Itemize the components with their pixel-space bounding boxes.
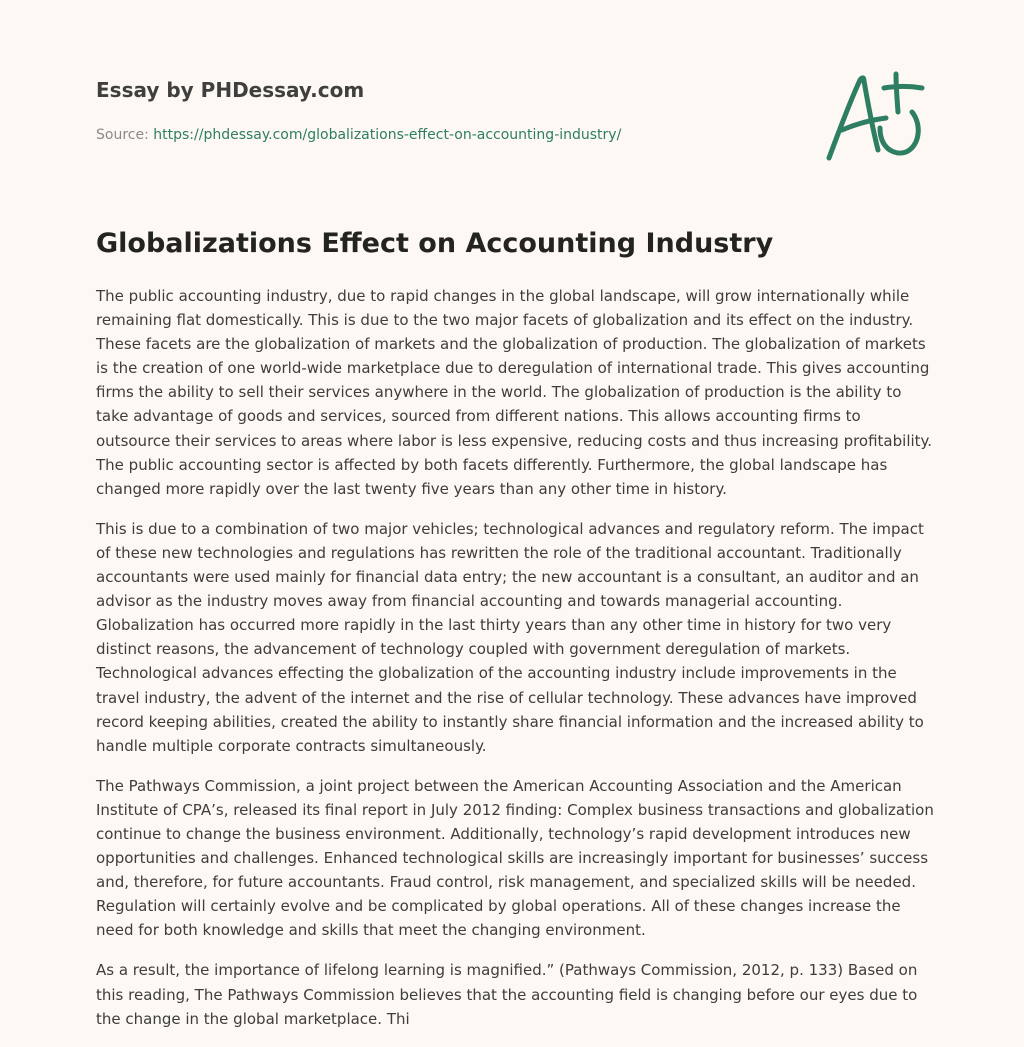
site-title: Essay by PHDessay.com (96, 78, 365, 102)
essay-paragraph: The public accounting industry, due to rapid changes in the global landscape, will grow internationally while remaining flat domestically. This is due to the two major facets of globalization and its effect on the industry. These facets are the globalization of markets and the globalization of production. The globalization of markets is the creation of one world-wide marketplace due to deregulation of international trade. This gives accounting firms the ability to sell their services anywhere in the world. The globalization of production is the ability to take advantage of goods and services, sourced from different nations. This allows accounting firms to outsource their services to areas where labor is less expensive, reducing costs and thus increasing profitability. The public accounting sector is affected by both facets differently. Furthermore, the global landscape has changed more rapidly over the last twenty five years than any other time in history. (96, 287, 933, 498)
essay-paragraph: This is due to a combination of two major vehicles; technological advances and regulatory reform. The impact of these new technologies and regulations has rewritten the role of the traditional accountant. Traditionally accountants were used mainly for financial data entry; the new accountant is a consultant, an auditor and an advisor as the industry moves away from financial accounting and towards managerial accounting. Globalization has occurred more rapidly in the last thirty years than any other time in history for two very distinct reasons, the advancement of technology coupled with government deregulation of markets. Technological advances effecting the globalization of the accounting industry include improvements in the travel industry, the advent of the internet and the rise of cellular technology. These advances have improved record keeping abilities, created the ability to instantly share financial information and the increased ability to handle multiple corporate contracts simultaneously. (96, 519, 924, 755)
source-label: Source: (96, 127, 154, 143)
essay-paragraph: The Pathways Commission, a joint project between the American Accounting Association and the American Institute of CPA’s, released its final report in July 2012 finding: Complex business transactions and globalization continue to change the business environment. Additionally, technology’s rapid development introduces new opportunities and challenges. Enhanced technological skills are increasingly important for businesses’ success and, therefore, for future accountants. Fraud control, risk management, and specialized skills will be needed. Regulation will certainly evolve and be complicated by global operations. All of these changes increase the need for both knowledge and skills that meet the changing environment. (96, 776, 934, 940)
essay-title: Globalizations Effect on Accounting Industry (96, 228, 774, 259)
essay-paragraph: As a result, the importance of lifelong learning is magnified.” (Pathways Commission, 2012, p. 133) Based on this reading, The Pathways Commission believes that the accounting field is changing before our eyes due to the change in the global marketplace. Thi (96, 961, 918, 1028)
source-line (96, 125, 796, 145)
essay-header (96, 76, 796, 145)
a-plus-logo-icon (822, 68, 930, 164)
essay-body (96, 284, 936, 1047)
source-link[interactable]: https://phdessay.com/globalizations-effect-on-accounting-industry/ (153, 127, 622, 143)
